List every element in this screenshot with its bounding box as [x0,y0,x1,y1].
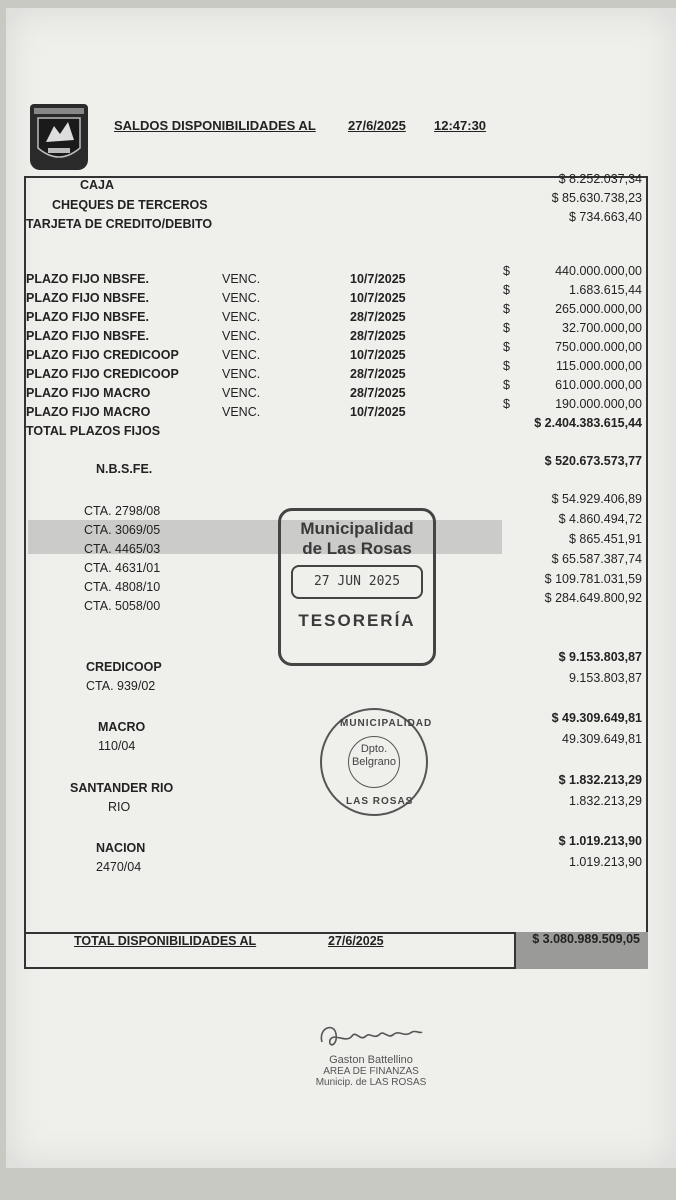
fixed-term-label: PLAZO FIJO NBSFE. [26,310,149,324]
fixed-term-label: PLAZO FIJO NBSFE. [26,272,149,286]
fixed-term-label: PLAZO FIJO CREDICOOP [26,367,179,381]
seal-center-line2: Belgrano [351,756,397,768]
fixed-term-date: 10/7/2025 [350,272,406,286]
report-title: SALDOS DISPONIBILIDADES AL [114,118,316,133]
bank-total: $ 9.153.803,87 [558,650,642,664]
bank-name: NACION [96,841,146,855]
fixed-term-label: PLAZO FIJO NBSFE. [26,291,149,305]
bank-name: SANTANDER RIO [70,781,174,795]
account-amount: $ 865.451,91 [569,532,642,546]
fixed-term-label: PLAZO FIJO CREDICOOP [26,348,179,362]
currency-sign: $ [503,283,510,297]
fixed-term-date: 28/7/2025 [350,367,406,381]
checks-amount: $ 85.630.738,23 [551,191,642,205]
account-amount: $ 284.649.800,92 [544,591,642,605]
currency-sign: $ [503,397,510,411]
stamp-line2: de Las Rosas [302,539,412,558]
card-amount: $ 734.663,40 [569,210,642,224]
report-time: 12:47:30 [434,118,487,133]
report-date: 27/6/2025 [348,118,406,133]
signer-area: AREA DE FINANZAS [323,1066,419,1077]
fixed-term-date: 28/7/2025 [350,386,406,400]
fixed-term-amount: 190.000.000,00 [555,397,642,411]
venc-label: VENC. [222,272,261,286]
fixed-term-amount: 1.683.615,44 [569,283,642,297]
total-fixed-terms-amount: $ 2.404.383.615,44 [534,416,642,430]
bank-account: CTA. 939/02 [86,679,156,693]
bank-account-amount: 1.832.213,29 [569,794,642,808]
grand-total-label: TOTAL DISPONIBILIDADES AL [74,934,257,948]
bank-total: $ 1.832.213,29 [558,773,642,787]
bank-account: RIO [108,800,131,814]
venc-label: VENC. [222,367,261,381]
currency-sign: $ [503,378,510,392]
fixed-term-amount: 32.700.000,00 [562,321,642,335]
fixed-term-amount: 265.000.000,00 [555,302,642,316]
signer-name: Gaston Battellino [329,1054,413,1066]
fixed-term-label: PLAZO FIJO NBSFE. [26,329,149,343]
bank-account-amount: 1.019.213,90 [569,855,642,869]
currency-sign: $ [503,302,510,316]
stamp-dept: TESORERÍA [298,611,416,630]
stamp-date: 27 JUN 2025 [291,565,423,599]
fixed-term-label: PLAZO FIJO MACRO [26,405,151,419]
bank-name: CREDICOOP [86,660,162,674]
fixed-term-date: 28/7/2025 [350,329,406,343]
bank-account-amount: 49.309.649,81 [562,732,642,746]
fixed-term-amount: 610.000.000,00 [555,378,642,392]
currency-sign: $ [503,340,510,354]
bank-account-amount: 9.153.803,87 [569,671,642,685]
treasury-stamp [278,508,436,666]
signature-block [306,1018,436,1118]
document-page [6,8,676,1168]
bank-account: 2470/04 [96,860,142,874]
grand-total-date: 27/6/2025 [328,934,384,948]
checks-label: CHEQUES DE TERCEROS [52,198,208,212]
bank-total: $ 49.309.649,81 [551,711,642,725]
total-fixed-terms-label: TOTAL PLAZOS FIJOS [26,424,161,438]
nbsfe-label: N.B.S.FE. [96,462,153,476]
fixed-term-amount: 115.000.000,00 [556,359,642,373]
fixed-term-date: 10/7/2025 [350,348,406,362]
fixed-term-amount: 440.000.000,00 [555,264,642,278]
bank-total: $ 1.019.213,90 [558,834,642,848]
fixed-term-date: 10/7/2025 [350,405,406,419]
fixed-term-date: 28/7/2025 [350,310,406,324]
seal-top-text: MUNICIPALIDAD [340,718,433,729]
bank-account: 110/04 [98,739,136,753]
currency-sign: $ [503,359,510,373]
account-amount: $ 109.781.031,59 [544,572,642,586]
venc-label: VENC. [222,310,261,324]
account-label: CTA. 4465/03 [84,542,161,556]
seal-center-line1: Dpto. [360,743,388,755]
account-label: CTA. 5058/00 [84,599,161,613]
venc-label: VENC. [222,405,261,419]
venc-label: VENC. [222,329,261,343]
account-label: CTA. 3069/05 [84,523,161,537]
seal-bottom-text: LAS ROSAS [346,796,414,807]
nbsfe-total: $ 520.673.573,77 [544,454,642,468]
handwritten-signature [316,1018,426,1054]
account-amount: $ 65.587.387,74 [551,552,642,566]
venc-label: VENC. [222,386,261,400]
bank-name: MACRO [98,720,146,734]
fixed-term-label: PLAZO FIJO MACRO [26,386,151,400]
account-label: CTA. 4631/01 [84,561,161,575]
account-amount: $ 4.860.494,72 [558,512,642,526]
cash-amount: $ 8.252.037,34 [558,172,642,186]
signer-org: Municip. de LAS ROSAS [315,1077,427,1088]
currency-sign: $ [503,264,510,278]
cash-label: CAJA [80,178,115,192]
venc-label: VENC. [222,291,261,305]
account-amount: $ 54.929.406,89 [551,492,642,506]
fixed-term-amount: 750.000.000,00 [555,340,642,354]
grand-total-amount: $ 3.080.989.509,05 [532,932,640,946]
currency-sign: $ [503,321,510,335]
seal-center [348,736,400,788]
account-label: CTA. 4808/10 [84,580,161,594]
stamp-line1: Municipalidad [300,519,414,538]
municipal-crest-logo [30,104,88,170]
card-label: TARJETA DE CREDITO/DEBITO [26,217,213,231]
municipal-seal [320,708,433,816]
venc-label: VENC. [222,348,261,362]
fixed-term-date: 10/7/2025 [350,291,406,305]
account-label: CTA. 2798/08 [84,504,161,518]
